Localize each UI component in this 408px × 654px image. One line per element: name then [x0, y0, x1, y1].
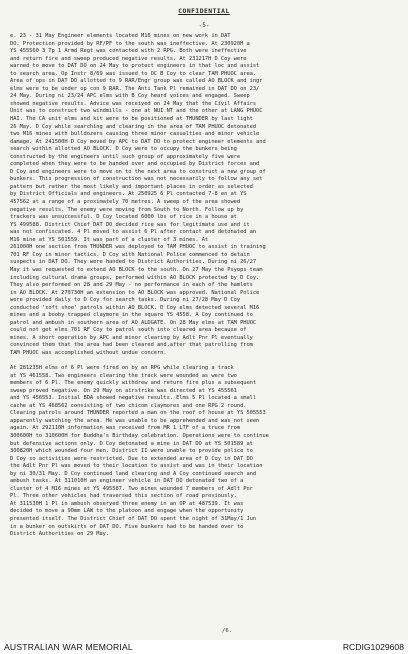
document-text-line: convinced them that the area had been cleared and,after that patrolling from	[10, 342, 253, 349]
archive-footer-strip	[0, 641, 408, 654]
document-text-line: mines. A short operation by APC and minor clearing by Adlt Pnr Pl eventually	[10, 334, 253, 341]
document-text-line: cache at YS 468562 consisting of two chicom claymores and one RPG 2 round.	[10, 402, 247, 409]
document-text-line: May it was requested to extend AO BLOCK to the south. On 27 May the Psyops team	[10, 266, 263, 273]
document-text-line: patrol and ambush in southern area of AO ALDGATE. On 28 May elms at TAM PHUOC	[10, 319, 257, 326]
document-text-line: ambush tasks. At 311010H an engineer vehicle in DAT DO detonated two of a	[10, 478, 244, 485]
document-text-line: completed when they were to be handed over and occupied by District forces and	[10, 161, 260, 168]
document-text-line: bunkers. This progression of construction was not necessarily to follow any set	[10, 176, 263, 183]
document-text-line: 701 RF Coy in minor tactics. D Coy with National Police commenced to detain	[10, 251, 250, 258]
document-text-line	[10, 358, 396, 366]
document-text-line: again. At 292110H information was received from MR 1 LTF of a truce from	[10, 425, 241, 432]
document-text-line: at YS 461558. Two engineers clearing the track were wounded as were two	[10, 372, 237, 379]
document-text-line: DO. Protection provided by RF/PF to the south was ineffective. At 230920H a	[10, 40, 250, 47]
document-text-line: cluster of 4 M16 mines at YS 495587. Two mines wounded 7 members of Adlt Pnr	[10, 485, 253, 492]
classification-header: CONFIDENTIAL	[178, 8, 230, 15]
document-text-line: TAM PHUOC was accomplished without undue concern.	[10, 349, 167, 356]
document-text-line: members of 6 Pl. The enemy quickly withdrew and return fire plus a subsequent	[10, 380, 257, 387]
document-text-line: presented itself. The District Chief of DAT DO spent the night of 31May/1 Jun	[10, 516, 257, 522]
document-text-line: Area of ops in DAT DO allotted to 9 RAR/Engr group was called AO BLOCK and ingr	[10, 78, 263, 85]
document-text-line: 300820H which wounded four men. District II were unable to provide police to	[10, 448, 253, 455]
document-text-line: Clearing patrols around THUNDER reported a man on the roof of house at YS 505553	[10, 410, 266, 417]
document-text-line: YS 455560 3 Tp 1 Armd Regt was contacted with 2 RPG. Both were ineffective	[10, 48, 247, 55]
document-text-line: mines and a booby trapped claymore in the square YS 4558. A Coy continued to	[10, 312, 253, 319]
document-text-line: Pl. Three other vehicles had traversed this section of road previously.	[10, 493, 237, 500]
document-text-line: District Authorities on 29 May.	[10, 531, 110, 538]
document-text-line: in AO BLOCK. At 270730H an extension to AO BLOCK was approved. National Police	[10, 289, 260, 296]
document-text-line: 261000H one section from THUNDER was deployed to TAM PHUOC to assist in training	[10, 244, 266, 251]
document-text-line: including cultural drama groups, performed within AO BLOCK protected by D Coy.	[10, 274, 260, 281]
document-text-line: elms were to be under op con 9 RAR. The Anti Tank Pl remained in DAT DO on 23/	[10, 85, 260, 92]
document-text-line: pattern but rather the most likely and important places in order as selected	[10, 183, 253, 190]
archive-reference: RCDIG1029608	[342, 642, 404, 652]
document-text-line: negative results. The enemy were moving from South to North. Follow up by	[10, 206, 244, 213]
document-text-line: and YS 456553. Initial BDA showed negative results. Elms 5 Pl located a small	[10, 395, 257, 402]
document-text-line: and return fire and sweep produced negative results. At 231217H D Coy were	[10, 55, 247, 62]
document-text-line: D Coy so activities were restricted. Due to extended area of D Coy in DAT DO	[10, 455, 253, 462]
document-text-line: M16 mine at YS 501559. It was part of a cluster of 3 mines. At	[10, 236, 209, 243]
institution-label: AUSTRALIAN WAR MEMORIAL	[4, 642, 133, 652]
document-text-line: 26 May. D Coy while searching and clearing in the area of TAM PHUOC detonated	[10, 123, 257, 130]
document-text-line: conducted 'soft shoe' patrols within AO BLOCK. D Coy elms detected several M16	[10, 304, 260, 311]
document-text-line: by ni 30/31 May. D Coy continued land clearing and A Coy continued search and	[10, 470, 257, 477]
page-number: -5-	[198, 22, 210, 29]
document-text-line: could not get elms 701 RF Coy to patrol south into cleared area because of	[10, 327, 247, 334]
document-text-line: They also performed on 28 and 29 May - no performance in each of the hamlets	[10, 282, 253, 289]
document-text-line: decided to move a 90mm LAW to the platoon and engage when the opportunity	[10, 508, 244, 515]
document-text-line: D Coy and engineers were to move on to the next area to construct a new group of	[10, 168, 266, 175]
document-text-line: but defensive actions only. D Coy detonated a mine in DAT DO at YS 501589 at	[10, 440, 253, 447]
document-text-line: constructed by the engineers until such group of approximately five were	[10, 153, 241, 160]
document-text-line: At 311530H 1 Pl in ambush observed three enemy in an OP at 487539. It was	[10, 500, 244, 507]
document-text-line: the Adlt Pnr Pl was moved to their location to assist and was in their location	[10, 463, 263, 470]
document-text-line: apparently watching the area. He was unable to be apprehended and was not seen	[10, 417, 260, 424]
document-text-line: HAI. The CA unit elms and kit were to be positioned at THUNDER by last light	[10, 116, 253, 123]
document-text-line: search within allotted AO BLOCK. D Coy were to occupy the bunkers being	[10, 146, 237, 153]
document-text-line: was not confiscated. 4 Pl moved to assist 6 Pl after contact and detonated an	[10, 229, 257, 236]
document-text-line: e. 23 - 31 May Engineer elements located M16 mines on new work in DAT	[10, 33, 231, 39]
document-text-line: 24 May. During ni 23/24 APC elms with B Coy heard voices and engaged. Sweep	[10, 93, 250, 100]
document-text-line: trackers was unsuccessful. D Coy located 6000 lbs of rice in a house at	[10, 214, 237, 221]
document-text-line: At 281235H elms of 6 Pl were fired on by an RPG while clearing a track	[10, 365, 234, 372]
document-text-line: 300600H to 310600H for Buddha's Birthday celebration. Operations were to continue	[10, 432, 269, 439]
document-text-line: sweep proved negative. On 29 May on airstrike was directed at YS 455561	[10, 387, 237, 394]
document-text-line: 457562 at a range of a proximately 70 metres. A sweep of the area showed	[10, 199, 241, 206]
document-text-line: YS 499588. District Chief DAT DO decided rice was for legitimate use and it	[10, 221, 250, 228]
document-text-line: to search area. Op Instr 8/69 was issued to OC B Coy to clear TAM PHUOC area.	[10, 70, 257, 77]
document-text-line: by District Officials and engineers. At 250925 6 Pl contacted 7-8 en at YS	[10, 191, 247, 198]
document-text-line: warned to move to DAT DO on 24 May to protect engineers in that loc and assist	[10, 63, 260, 70]
document-body	[10, 33, 396, 539]
document-text-line: two M16 mines with bulldozers causing three minor casualties and minor vehicle	[10, 131, 260, 138]
document-text-line: Unit was to construct two windmills - one at NUI NT and the other at LANG PHUOC	[10, 108, 263, 115]
continuation-marker: /6.	[222, 628, 233, 634]
document-text-line: suspects in DAT DO. They were handed to District Authorities. During ni 26/27	[10, 259, 257, 266]
document-text-line: in a bunker on outskirts of DAT DO. Five bunkers had to be handed over to	[10, 523, 244, 530]
document-text-line: damage. At 241500H D Coy moved by APC to DAT DO to protect engineer elements and	[10, 138, 266, 145]
document-text-line: were provided daily to D Coy for search tasks. During ni 27/28 May D Coy	[10, 297, 241, 304]
document-text-line: showed negative results. Advice was received on 24 May that the Civil Affairs	[10, 100, 257, 107]
